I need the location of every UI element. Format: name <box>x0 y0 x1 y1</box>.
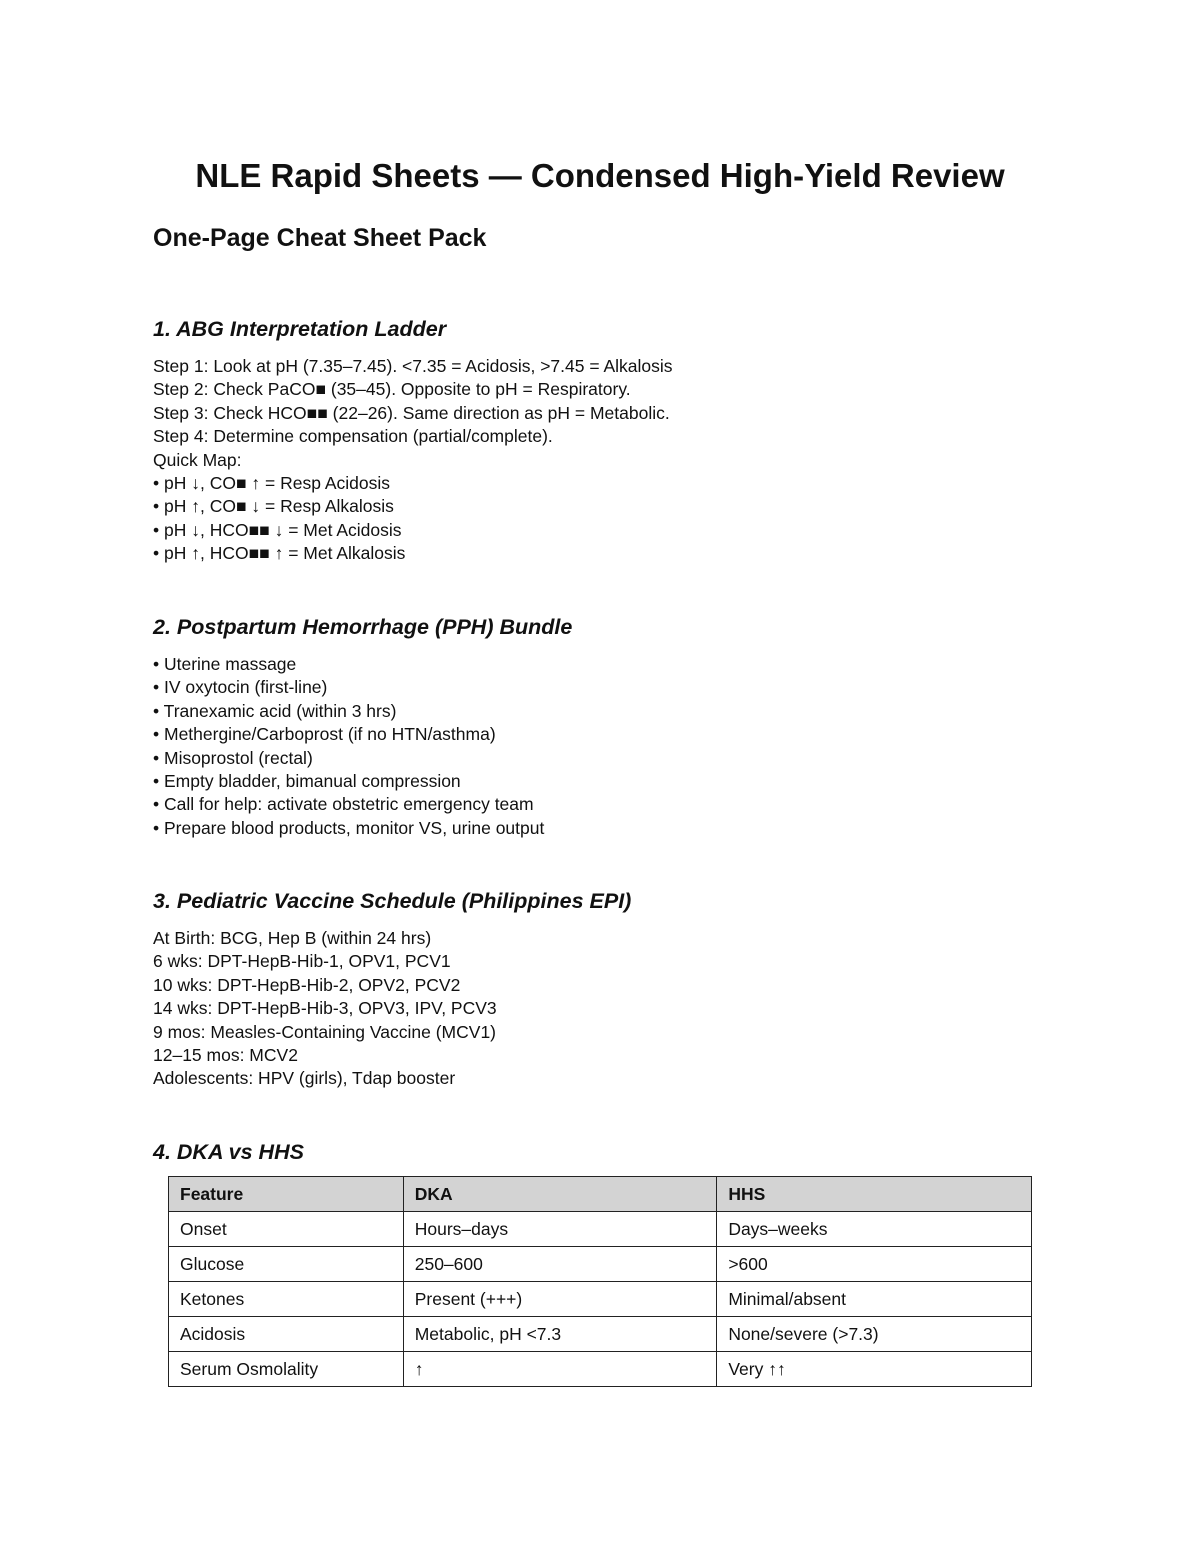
table-cell: ↑ <box>403 1352 717 1387</box>
vaccine-schedule-list <box>153 927 497 1091</box>
list-item: • Prepare blood products, monitor VS, urine output <box>153 817 545 838</box>
list-item: • IV oxytocin (first-line) <box>153 677 328 698</box>
table-row <box>169 1317 1032 1352</box>
table-row <box>169 1282 1032 1317</box>
list-item: • Empty bladder, bimanual compression <box>153 771 461 792</box>
list-item: • pH ↑, CO■ ↓ = Resp Alkalosis <box>153 496 394 517</box>
list-item: • Methergine/Carboprost (if no HTN/asthma) <box>153 724 496 745</box>
table-cell: >600 <box>717 1247 1032 1282</box>
table-cell: Minimal/absent <box>717 1282 1032 1317</box>
table-cell: Present (+++) <box>403 1282 717 1317</box>
section-heading-abg: 1. ABG Interpretation Ladder <box>153 317 447 341</box>
list-item: • Misoprostol (rectal) <box>153 747 313 768</box>
list-item: 12–15 mos: MCV2 <box>153 1045 298 1066</box>
list-item: Adolescents: HPV (girls), Tdap booster <box>153 1068 456 1089</box>
table-cell: Ketones <box>169 1282 404 1317</box>
section-heading-pph: 2. Postpartum Hemorrhage (PPH) Bundle <box>153 615 573 639</box>
list-item: 9 mos: Measles-Containing Vaccine (MCV1) <box>153 1021 497 1042</box>
list-item: Step 4: Determine compensation (partial/complete). <box>153 426 553 447</box>
pph-bundle-list <box>153 653 544 840</box>
table-row <box>169 1247 1032 1282</box>
table-cell: Serum Osmolality <box>169 1352 404 1387</box>
list-item: • pH ↓, CO■ ↑ = Resp Acidosis <box>153 473 390 494</box>
list-item: • pH ↓, HCO■■ ↓ = Met Acidosis <box>153 519 402 540</box>
table-cell: Onset <box>169 1212 404 1247</box>
table-cell: Acidosis <box>169 1317 404 1352</box>
document-subtitle: One-Page Cheat Sheet Pack <box>153 224 487 252</box>
table-cell: 250–600 <box>403 1247 717 1282</box>
list-item: Step 3: Check HCO■■ (22–26). Same direction as pH = Metabolic. <box>153 402 670 423</box>
list-item: Step 1: Look at pH (7.35–7.45). <7.35 = Acidosis, >7.45 = Alkalosis <box>153 356 673 376</box>
column-header: DKA <box>403 1177 717 1212</box>
list-item: • pH ↑, HCO■■ ↑ = Met Alkalosis <box>153 543 406 564</box>
table-cell: Glucose <box>169 1247 404 1282</box>
table-header-row <box>169 1177 1032 1212</box>
list-item: At Birth: BCG, Hep B (within 24 hrs) <box>153 928 432 948</box>
table-row <box>169 1212 1032 1247</box>
table-cell: Days–weeks <box>717 1212 1032 1247</box>
column-header: Feature <box>169 1177 404 1212</box>
list-item: • Uterine massage <box>153 654 297 674</box>
list-item: 14 wks: DPT-HepB-Hib-3, OPV3, IPV, PCV3 <box>153 998 497 1019</box>
document-title: NLE Rapid Sheets — Condensed High-Yield Review <box>195 157 1005 194</box>
abg-steps-list <box>153 355 673 566</box>
dka-hhs-table <box>168 1176 1032 1387</box>
section-heading-vaccine: 3. Pediatric Vaccine Schedule (Philippines EPI) <box>153 889 632 913</box>
list-item: 6 wks: DPT-HepB-Hib-1, OPV1, PCV1 <box>153 951 451 972</box>
list-item: • Call for help: activate obstetric emergency team <box>153 794 534 815</box>
list-item: • Tranexamic acid (within 3 hrs) <box>153 700 397 721</box>
list-item: 10 wks: DPT-HepB-Hib-2, OPV2, PCV2 <box>153 974 461 995</box>
table-cell: Very ↑↑ <box>717 1352 1032 1387</box>
table-row <box>169 1352 1032 1387</box>
table-cell: None/severe (>7.3) <box>717 1317 1032 1352</box>
list-item: Quick Map: <box>153 449 242 470</box>
list-item: Step 2: Check PaCO■ (35–45). Opposite to pH = Respiratory. <box>153 379 631 400</box>
section-heading-dka-hhs: 4. DKA vs HHS <box>153 1140 304 1164</box>
column-header: HHS <box>717 1177 1032 1212</box>
table-cell: Hours–days <box>403 1212 717 1247</box>
table-cell: Metabolic, pH <7.3 <box>403 1317 717 1352</box>
